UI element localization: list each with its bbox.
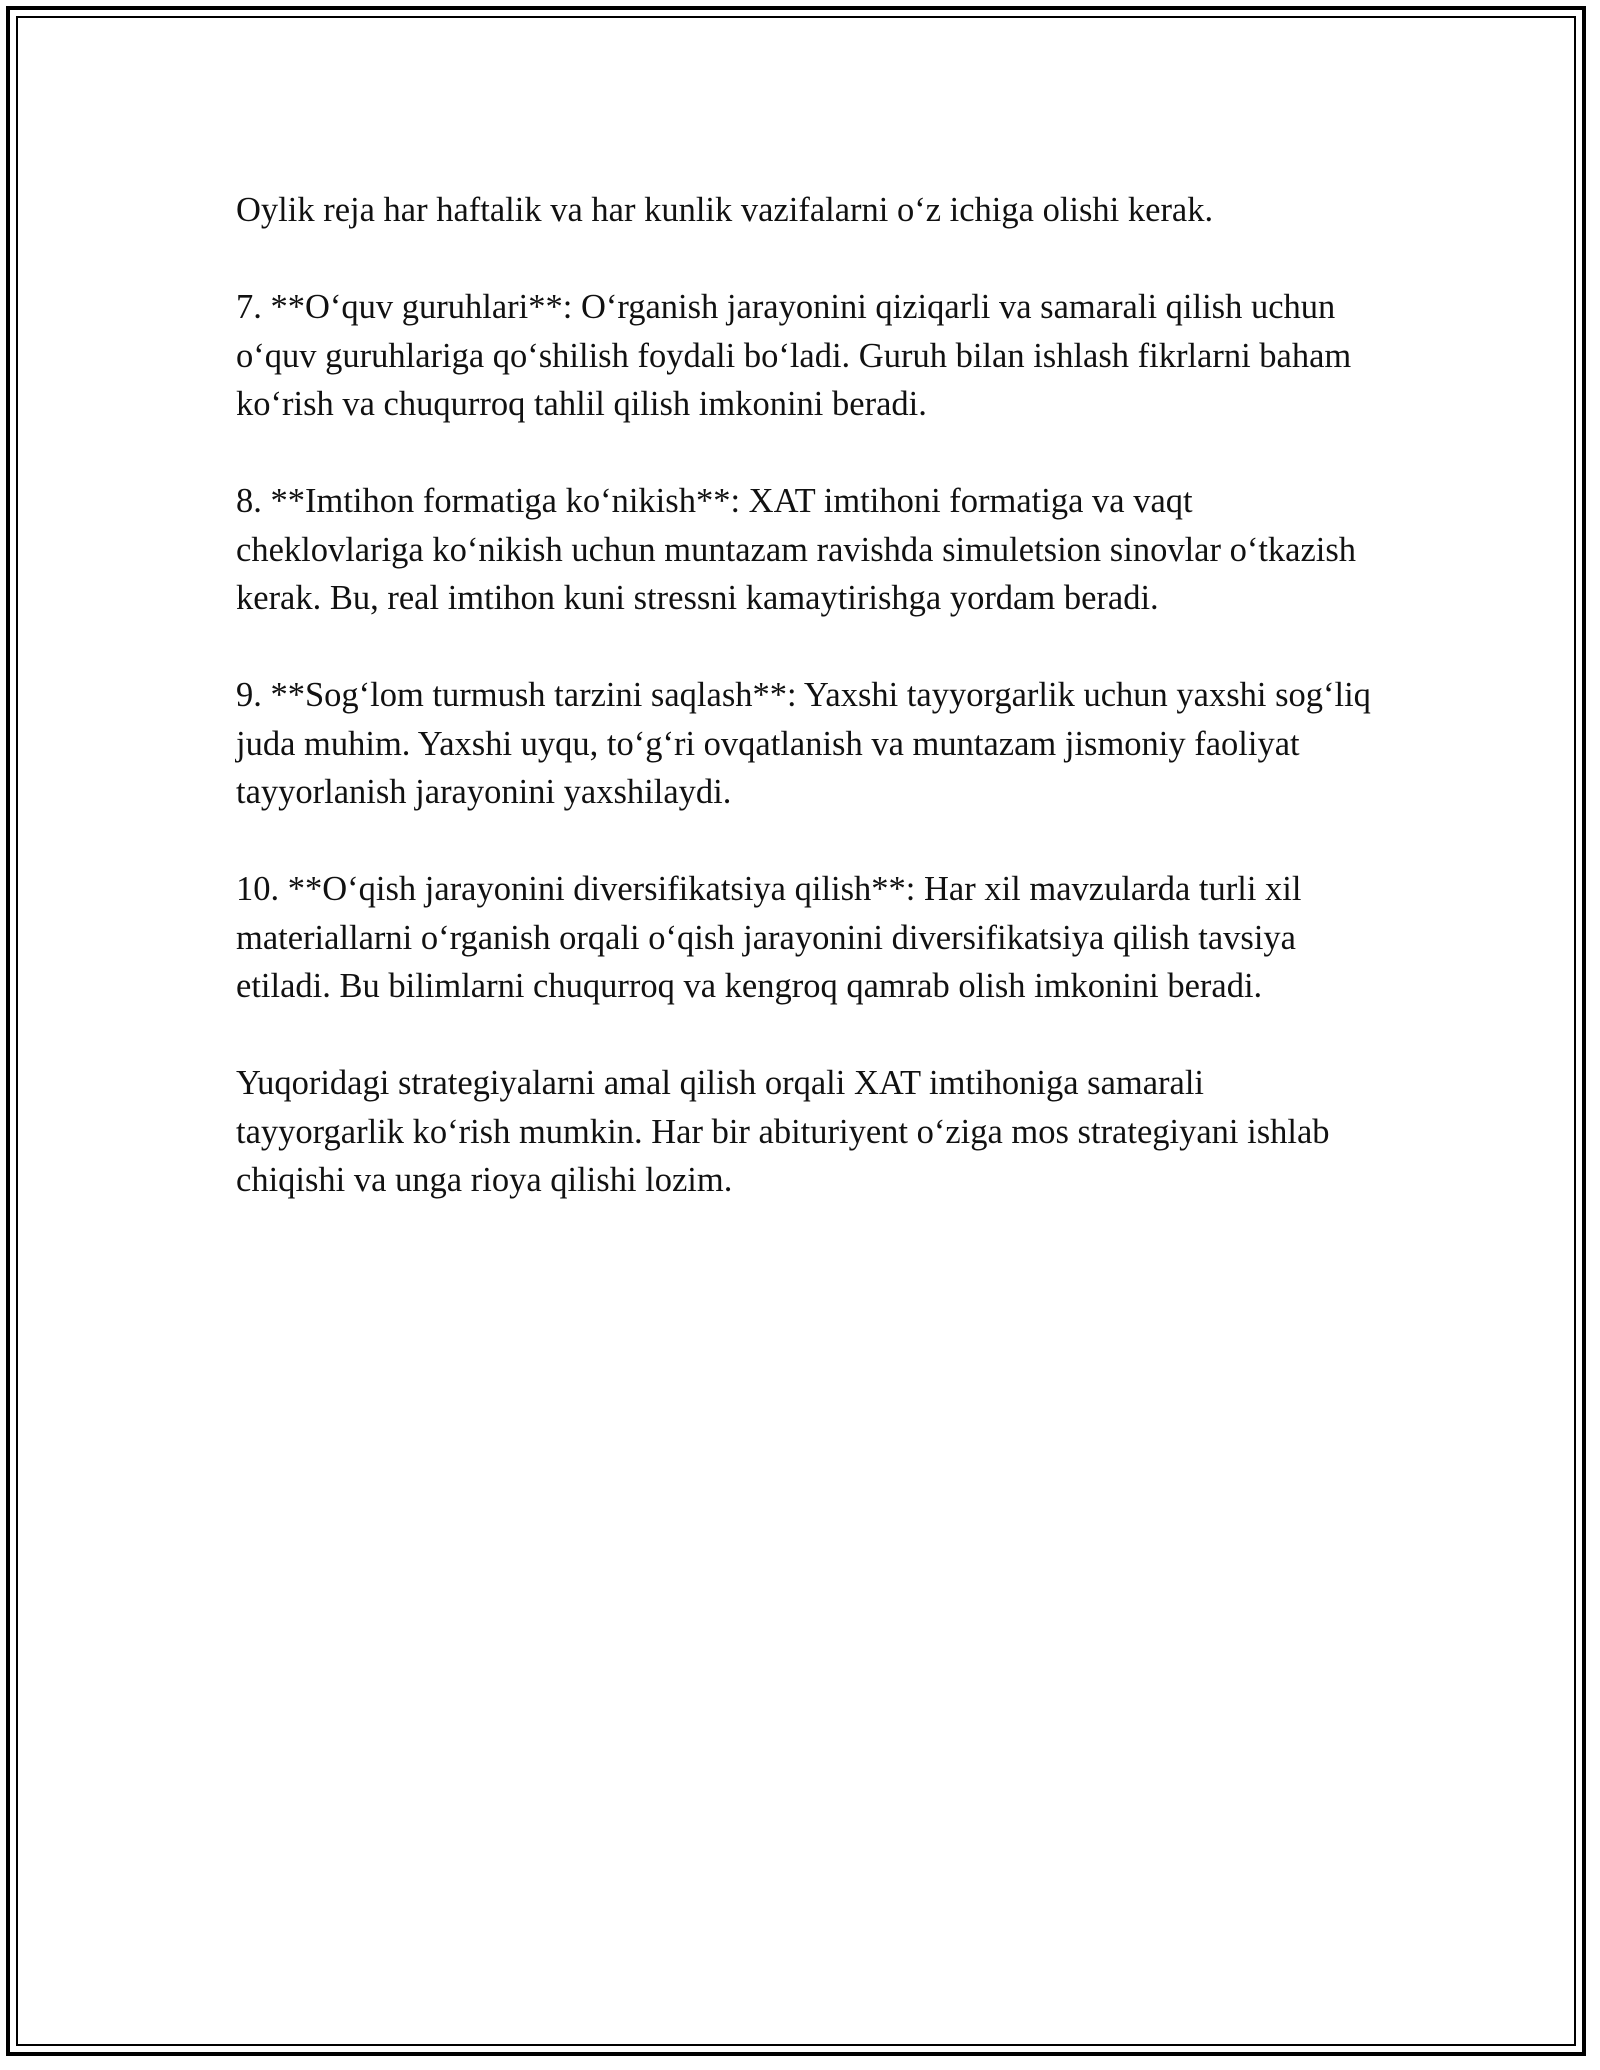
paragraph-item-9: 9. **Sog‘lom turmush tarzini saqlash**: Yaxshi tayyorgarlik uchun yaxshi sog‘liq juda muhim. Yaxshi uyqu, to‘g‘ri ovqatlanish va muntazam jismoniy faoliyat tayyorlanish jarayonini yaxshilaydi. xyxy=(236,676,1371,811)
paragraph-intro: Oylik reja har haftalik va har kunlik vazifalarni o‘z ichiga olishi kerak. xyxy=(236,191,1214,229)
paragraph-conclusion: Yuqoridagi strategiyalarni amal qilish orqali XAT imtihoniga samarali tayyorgarlik ko‘rish mumkin. Har bir abituriyent o‘ziga mos strategiyani ishlab chiqishi va unga rioya qilishi lozim. xyxy=(236,1064,1330,1199)
paragraph-item-10: 10. **O‘qish jarayonini diversifikatsiya qilish**: Har xil mavzularda turli xil materiallarni o‘rganish orqali o‘qish jarayonini diversifikatsiya qilish tavsiya etiladi. Bu bilimlarni chuqurroq va kengroq qamrab olish imkonini beradi. xyxy=(236,870,1302,1005)
paragraph-item-8: 8. **Imtihon formatiga ko‘nikish**: XAT imtihoni formatiga va vaqt cheklovlariga ko‘nikish uchun muntazam ravishda simuletsion sinovlar o‘tkazish kerak. Bu, real imtihon kuni stressni kamaytirishga yordam beradi. xyxy=(236,482,1357,617)
paragraph-item-7: 7. **O‘quv guruhlari**: O‘rganish jarayonini qiziqarli va samarali qilish uchun o‘quv guruhlariga qo‘shilish foydali bo‘ladi. Guruh bilan ishlash fikrlarni baham ko‘rish va chuqurroq tahlil qilish imkonini beradi. xyxy=(236,288,1352,423)
document-body xyxy=(236,186,1376,1253)
